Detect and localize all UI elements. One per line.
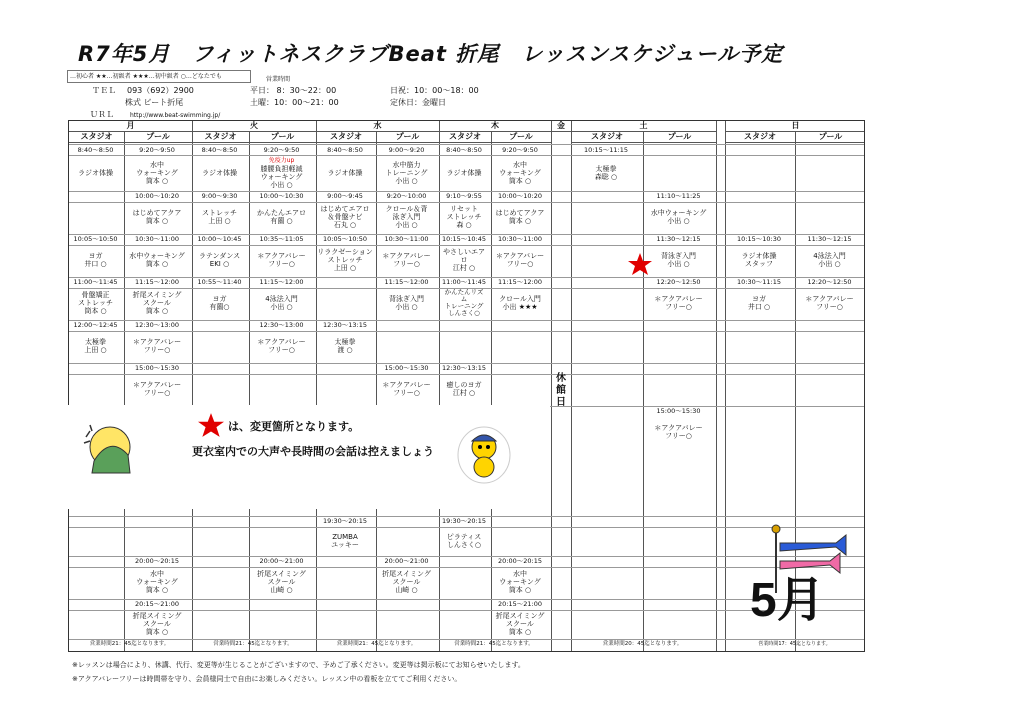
lesson-cell[interactable]: 太極拳 上田 ○ [84,338,107,354]
footnote: ※レッスンは場合により、休講、代行、変更等が生じることがございますので、予めご了承ください。変更等は掲示板にてお知らせいたします。 [72,661,525,669]
time-slot: 11:30～12:15 [807,234,852,243]
day-header-sat: 土 [571,121,716,132]
time-slot: 11:15～12:00 [135,277,179,286]
lesson-cell[interactable]: ラジオ体操 [78,168,113,177]
lesson-cell[interactable]: やさしいエア ロ 江村 ○ [443,248,485,272]
lesson-cell[interactable]: リラクゼーション ストレッチ 上田 ○ [317,248,373,272]
time-slot: 11:30～12:15 [656,234,701,243]
time-slot: 10:55～11:40 [197,277,242,286]
time-slot: 15:00～15:30 [656,406,701,415]
lesson-cell[interactable]: クロール入門 小出 ★★★ [499,295,541,311]
closing-note: 営業時間21：45迄となります。 [336,641,417,647]
time-slot: 11:15～12:00 [259,277,304,286]
time-slot: 12:30～13:15 [323,320,367,329]
pool-header: プール [249,131,316,143]
lesson-cell[interactable]: クロール＆背 泳ぎ入門 小出 ○ [385,205,428,229]
lesson-cell[interactable]: 背泳ぎ入門 小出 ○ [389,295,424,311]
lesson-cell[interactable]: ストレッチ 上田 ○ [202,209,237,225]
closing-note: 営業時間17：45迄となります。 [758,641,831,647]
closed-day-label [555,373,567,409]
closing-note: 営業時間21：45迄となります。 [89,641,170,647]
saturday-hours: 土曜：10：00～21：00 [250,98,339,107]
time-slot: 9:20～9:50 [263,145,300,154]
lesson-cell[interactable]: ラジオ体操 [327,168,363,177]
time-slot: 8:40～8:50 [201,145,238,154]
url-label: ＵＲＬ [90,110,114,119]
star-icon [628,253,652,275]
closing-note: 営業時間20：45迄となります。 [602,641,683,647]
time-slot: 20:00～20:15 [498,556,542,565]
lesson-cell[interactable]: ヨガ 井口 ○ [84,252,107,268]
lesson-text: 膝腰負担軽減 ウォーキング 小出 ○ [260,164,303,189]
closed-char: 休 [556,373,566,384]
time-slot: 10:00～10:20 [135,191,179,200]
lesson-cell[interactable]: 4泳法入門 小出 ○ [265,295,298,311]
time-slot: 10:35～11:05 [259,234,304,243]
lesson-cell[interactable]: リセット ストレッチ 森 ○ [446,205,482,229]
time-slot: 9:00～9:30 [201,191,238,200]
day-header-fri: 金 [551,121,571,132]
lesson-cell[interactable]: 折尾スイミング スクール 山崎 ○ [257,570,306,594]
time-slot: 9:00～9:20 [388,145,425,154]
time-slot: 10:30～11:00 [384,234,429,243]
pool-header: プール [491,131,551,143]
time-slot: 8:40～8:50 [446,145,482,154]
lesson-cell[interactable]: ZUMBA ユッキー [331,532,359,549]
time-slot: 9:20～9:50 [139,145,175,154]
time-slot: 12:00～12:45 [73,320,118,329]
lesson-cell[interactable]: 太極拳 渡 ○ [334,338,356,354]
month-badge [726,515,865,652]
time-slot: 8:40～8:50 [77,145,114,154]
lesson-cell[interactable]: ラジオ体操 スタッフ [741,252,777,268]
time-slot: 15:00～15:30 [384,363,429,372]
tel-label: ＴＥＬ [92,86,116,95]
lesson-cell[interactable]: ヨガ 有薗○ [209,295,230,311]
time-slot: 10:00～10:20 [498,191,542,200]
closing-note: 営業時間21：45迄となります。 [454,641,534,647]
footnote: ※アクアバレーフリーは時間帯を守り、会員様同士で自由にお楽しみください。レッスン中の看板を立ててご利用ください。 [72,675,462,683]
time-slot: 11:10～11:25 [656,191,701,200]
time-slot: 20:15～21:00 [135,599,179,608]
lesson-cell[interactable]: ピラティス しんさく○ [446,532,482,549]
pool-header: プール [795,131,865,143]
time-slot: 15:00～15:30 [135,363,179,372]
lesson-cell[interactable]: はじめてアクア 筒本 ○ [495,209,545,225]
lesson-cell[interactable] [248,155,315,190]
lesson-cell[interactable]: ＊アクアバレー フリー○ [805,295,854,311]
lesson-cell[interactable]: 折尾スイミング スクール 筒本 ○ [132,611,182,636]
studio-header: スタジオ [69,131,124,143]
day-header-thu: 木 [439,121,551,132]
lesson-cell[interactable]: ＊アクアバレー フリー○ [257,338,306,354]
time-slot: 19:30～20:15 [442,516,486,525]
time-slot: 10:30～11:00 [498,234,542,243]
time-slot: 9:20～9:50 [502,145,538,154]
day-header-sun: 日 [725,121,865,132]
lesson-cell[interactable]: かんたんエアロ 有薗 ○ [257,209,306,225]
studio-header: スタジオ [316,131,376,143]
time-slot: 10:30～11:15 [737,277,781,286]
time-slot: 10:00～10:45 [197,234,242,243]
star-icon [198,413,224,437]
highlight-label: 免疫力up [268,156,295,164]
time-slot: 20:00～21:00 [384,556,429,565]
pool-header: プール [643,131,716,143]
lesson-cell[interactable]: ＊アクアバレー フリー○ [654,424,703,440]
holiday-hours: 日祝：10：00～18：00 [390,86,479,95]
day-header-tue: 火 [192,121,316,132]
closing-note: 営業時間21：45迄となります。 [213,641,293,647]
lesson-cell[interactable]: ＊アクアバレー フリー○ [382,381,431,397]
time-slot: 10:15～10:45 [442,234,486,243]
time-slot: 10:15～11:15 [584,145,628,154]
time-slot: 20:15～21:00 [498,599,542,608]
time-slot: 11:15～12:00 [384,277,429,286]
lesson-cell[interactable]: 水中 ウォーキング 筒本 ○ [499,570,541,594]
lesson-cell[interactable]: 水中 ウォーキング 筒本 ○ [499,160,541,185]
studio-header: スタジオ [725,131,795,143]
tel-number: 093（692）2900 [127,86,194,95]
lesson-cell[interactable]: ＊アクアバレー フリー○ [654,295,703,311]
lesson-cell[interactable]: ＊アクアバレー フリー○ [257,252,306,268]
time-slot: 11:15～12:00 [498,277,542,286]
weekday-hours: 平日： 8：30～22：00 [250,86,337,95]
pool-header: プール [376,131,439,143]
lesson-cell[interactable]: 骨盤矯正 ストレッチ 筒本 ○ [78,291,113,315]
lesson-cell[interactable]: ラジオ体操 [202,168,237,177]
time-slot: 10:00～10:30 [259,191,304,200]
lesson-cell[interactable]: ラジオ体操 [446,168,482,177]
lesson-cell[interactable]: はじめてアクア 筒本 ○ [132,209,182,225]
closed-day: 定休日：金曜日 [390,98,446,107]
time-slot: 12:20～12:50 [656,277,701,286]
time-slot: 12:30～13:00 [135,320,179,329]
time-slot: 10:05～10:50 [323,234,367,243]
lesson-cell[interactable]: 折尾スイミング スクール 山崎 ○ [382,570,431,594]
lesson-cell[interactable]: ＊アクアバレー フリー○ [382,252,431,268]
lesson-cell[interactable]: ヨガ 井口 ○ [747,295,771,311]
lesson-cell[interactable]: 癒しのヨガ 江村 ○ [446,381,482,397]
studio-header: スタジオ [192,131,249,143]
hours-label: 営業時間 [266,76,291,83]
time-slot: 12:30～13:00 [259,320,304,329]
time-slot: 9:00～9:45 [327,191,363,200]
change-notice: は、変更箇所となります。 [228,420,360,433]
website-url[interactable]: http://www.beat-swimming.jp/ [130,112,221,119]
time-slot: 10:05～10:50 [73,234,118,243]
time-slot: 9:10～9:55 [446,191,482,200]
closed-char: 日 [556,397,566,408]
lesson-cell[interactable]: 背泳ぎ入門 小出 ○ [661,252,696,268]
lesson-cell[interactable]: 水中ウォーキング 小出 ○ [650,209,707,225]
lesson-cell[interactable]: 水中ウォーキング 筒本 ○ [129,252,185,268]
time-slot: 10:30～11:00 [135,234,179,243]
time-slot: 10:15～10:30 [737,234,781,243]
lesson-cell[interactable]: 太極拳 森聡 ○ [594,164,618,181]
lesson-cell[interactable]: 水中筋力 トレーニング 小出 ○ [385,160,428,185]
day-header-wed: 水 [316,121,439,132]
closed-char: 館 [556,385,566,396]
lesson-cell[interactable]: 折尾スイミング スクール 筒本 ○ [132,291,182,315]
lesson-cell[interactable]: ＊アクアバレー フリー○ [495,252,545,268]
studio-header: スタジオ [439,131,491,143]
lesson-cell[interactable]: 折尾スイミング スクール 筒本 ○ [495,611,545,636]
studio-header: スタジオ [571,131,643,143]
page-title: R7年5月 フィットネスクラブBeat 折尾 レッスンスケジュール予定 [78,42,784,66]
lesson-cell[interactable]: かんたんリズ ム トレーニング しんさく○ [444,288,484,317]
lesson-cell[interactable]: はじめてエアロ ＆骨盤ナビ 石丸 ○ [320,205,370,229]
time-slot: 20:00～21:00 [259,556,304,565]
lesson-cell[interactable]: 水中 ウォーキング 筒本 ○ [136,160,178,185]
day-header-mon: 月 [69,121,192,132]
lesson-cell[interactable]: ＊アクアバレー フリー○ [132,338,182,354]
level-legend: …初心者 ★★…初級者 ★★★…初中級者 ○…どなたでも [67,70,251,83]
time-slot: 11:00～11:45 [442,277,486,286]
time-slot: 11:00～11:45 [73,277,118,286]
locker-room-notice: 更衣室内での大声や長時間の会話は控えましょう [192,445,434,458]
time-slot: 12:30～13:15 [442,363,486,372]
lesson-cell[interactable]: ラテンダンス EKI ○ [198,252,241,268]
time-slot: 20:00～20:15 [135,556,179,565]
lesson-cell[interactable]: 4泳法入門 小出 ○ [813,252,846,268]
time-slot: 8:40～8:50 [327,145,363,154]
pool-header: プール [124,131,192,143]
mascot-icon [456,425,512,485]
company-name: 株式 ビート折尾 [125,98,184,107]
time-slot: 9:20～10:00 [386,191,427,200]
month-label: 5月 [750,574,825,627]
beach-illustration-icon [80,415,144,479]
lesson-cell[interactable]: 水中 ウォーキング 筒本 ○ [136,570,178,594]
time-slot: 12:20～12:50 [807,277,852,286]
lesson-cell[interactable]: ＊アクアバレー フリー○ [132,381,182,397]
time-slot: 19:30～20:15 [323,516,367,525]
